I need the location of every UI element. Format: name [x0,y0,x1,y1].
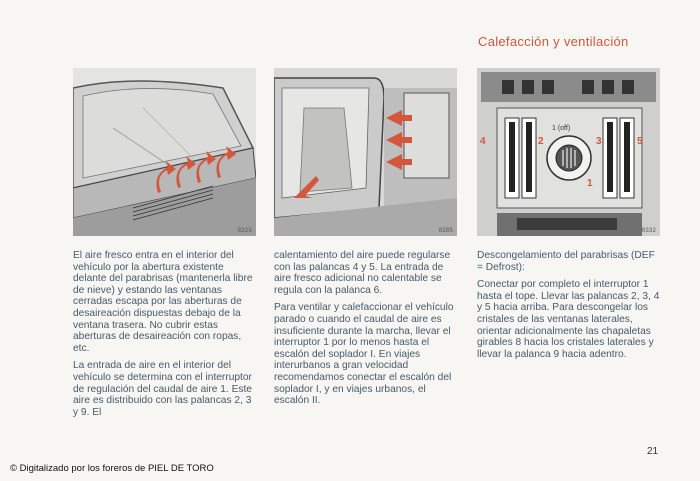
section-title: Calefacción y ventilación [478,34,629,49]
page-number: 21 [647,446,659,457]
text-column-2 [274,250,459,413]
switch-label-1: 1 [587,178,593,189]
figure-code: 8225 [237,227,252,234]
paragraph: Conectar por completo el interruptor 1 hasta el tope. Llevar las palancas 2, 3, 4 y 5 hacia arriba. Para descongelar los cristales de las ventanas laterales, orientar adicionalmente las chapaletas girables 8 hacia los cristales laterales y llevar la palanca 9 hacia adentro. [477,279,660,360]
footer-credit: © Digitalizado por los foreros de PIEL DE TORO [10,463,214,474]
figure-code: 8332 [641,227,656,234]
rear-window-illustration [274,68,457,236]
figure-code: 8285 [438,227,453,234]
heater-controls-illustration [477,68,660,236]
figure-heater-controls [477,68,660,236]
windshield-illustration [73,68,256,236]
lever-label-5: 5 [637,136,643,147]
lever-label-2: 2 [538,136,544,147]
paragraph: calentamiento del aire puede regularse con las palancas 4 y 5. La entrada de aire fresco adicional no calentable se regula con la palanca 6. [274,250,451,296]
text-column-1 [73,250,258,424]
paragraph: La entrada de aire en el interior del vehículo se determina con el interruptor de regulación del caudal de aire 1. Este aire es distribuido con las palancas 2, 3 y 9. El [73,360,252,418]
figure-rear-window [274,68,457,236]
figure-windshield-air-intake [73,68,256,236]
switch-scale-text: 1 (off) [552,125,571,132]
text-column-3 [477,250,662,366]
paragraph: Para ventilar y calefaccionar el vehículo parado o cuando el caudal de aire es insuficiente durante la marcha, llevar el interruptor 1 por lo menos hasta el escalón del soplador I. En viajes interurbanos a gran velocidad recomendamos conectar el escalón del soplador I, y en viajes urbanos, el escalón II. [274,302,454,407]
paragraph: El aire fresco entra en el interior del vehículo por la abertura existente delante del parabrisas (mantenerla libre de nieve) y estando las ventanas cerradas escapa por las aberturas de desaireación dispuestas debajo de la ventana trasera. No cubrir estas aberturas de desaireación con ropas, etc. [73,250,253,354]
paragraph: Descongelamiento del parabrisas (DEF = Defrost): [477,250,655,273]
lever-label-4: 4 [480,136,486,147]
lever-label-3: 3 [596,136,602,147]
